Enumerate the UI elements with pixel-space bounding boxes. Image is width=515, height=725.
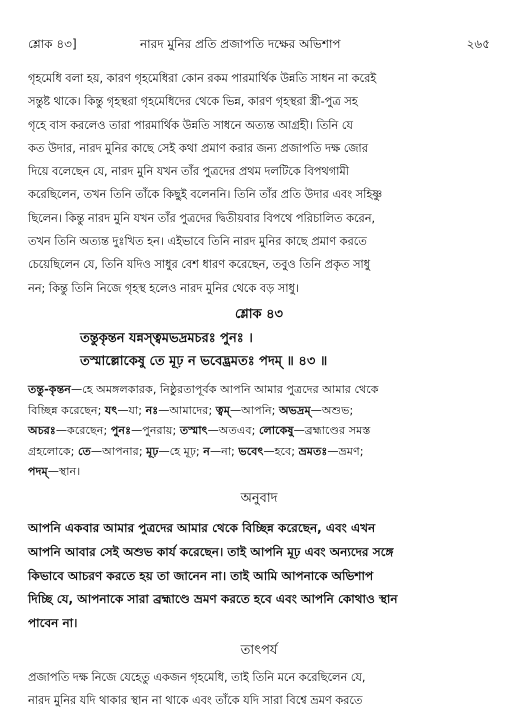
synonym-meaning: গ্রহলোকে; (28, 444, 78, 458)
synonym-meaning: —হে অমঙ্গলকারক, নিষ্ঠুরতাপূর্বক আপনি আমার পুত্রদের আমার থেকে (70, 383, 379, 396)
synonym-line (28, 380, 490, 401)
verse-line-2: তস্মাল্লোকেষু তে মূঢ় ন ভবেদ্ভ্রমতঃ পদম্ ॥ ৪৩ ॥ (80, 354, 328, 369)
synonym-meaning: —হবে; (263, 444, 299, 458)
synonym-meaning: —অতএব; (207, 424, 259, 437)
synonym-meaning: —করেছেন; (55, 424, 111, 437)
intro-paragraph (28, 67, 490, 300)
translation-text (28, 517, 490, 636)
synonym-word: ভবেৎ (238, 444, 264, 458)
synonym-line (28, 442, 490, 463)
synonym-word: তস্মাৎ (179, 424, 208, 437)
synonym-word: মূঢ় (146, 444, 159, 458)
synonym-meaning: —আপনার; (90, 444, 147, 458)
page-header (28, 34, 490, 54)
synonym-meaning: —যা; (117, 403, 146, 417)
intro-line: সন্তুষ্ট থাকে। কিন্তু গৃহস্থরা গৃহমেধিদের থেকে ভিন্ন, কারণ গৃহস্থরা স্ত্রী-পুত্র সহ (28, 95, 358, 109)
purport-line: নারদ মুনির যদি থাকার স্থান না থাকে এবং তাঁকে যদি সারা বিশ্বে ভ্রমণ করতে (28, 694, 363, 708)
synonym-line (28, 462, 490, 483)
page-number: ২৬৫ (466, 37, 490, 51)
translation-line: আপনি একবার আমার পুত্রদের আমার থেকে বিচ্ছিন্ন করেছেন, এবং এখন (28, 521, 376, 535)
synonym-word: নঃ (145, 403, 159, 417)
synonym-word: অভদ্রম্ (278, 403, 311, 417)
synonym-meaning: —ব্রহ্মাণ্ডের সমস্ত (293, 424, 371, 437)
translation-line: পাবেন না। (28, 616, 78, 631)
intro-line: করেছিলেন, তখন তিনি তাঁকে কিছুই বলেননি। তিনি তাঁর প্রতি উদার এবং সহিষ্ণু (28, 188, 383, 202)
purport-title: তাৎপর্য (240, 643, 278, 658)
synonym-meaning: —অশুভ; (310, 403, 354, 417)
verse-line-1: তন্তুকৃন্তন যন্নস্ত্বমভদ্রমচরঃ পুনঃ । (80, 331, 253, 346)
intro-line: কত উদার, নারদ মুনির কাছে সেই কথা প্রমাণ করার জন্য প্রজাপতি দক্ষ জোর (28, 141, 368, 155)
synonym-meaning: বিচ্ছিন্ন করেছেন; (28, 403, 105, 417)
synonym-word: পুনঃ (110, 424, 132, 437)
sanskrit-verse (80, 327, 327, 373)
synonym-meaning: —আপনি; (229, 403, 279, 417)
intro-line: চেয়েছিলেন যে, তিনি যদিও সাধুর বেশ ধারণ করেছেন, তবুও তিনি প্রকৃত সাধু (28, 258, 371, 272)
synonym-line (28, 421, 490, 442)
synonyms-block (28, 380, 490, 483)
intro-line: দিয়ে বলেছেন যে, নারদ মুনি যখন তাঁর পুত্রদের প্রথম দলটিকে বিপথগামী (28, 165, 349, 179)
synonym-meaning: —আমাদের; (158, 403, 216, 417)
synonym-word: ত্বম্ (215, 403, 230, 417)
synonym-meaning: —পুনরায়; (131, 424, 180, 437)
purport-paragraph (28, 666, 490, 713)
synonym-word: তন্তু-কৃন্তন (28, 383, 71, 396)
synonym-meaning: —ভ্রমণ; (327, 444, 364, 458)
intro-line: তখন তিনি অত্যন্ত দুঃখিত হন। এইভাবে তিনি নারদ মুনির কাছে প্রমাণ করতে (28, 235, 367, 249)
synonym-word: লোকেষু (258, 424, 294, 437)
synonym-word: যৎ (104, 403, 118, 417)
translation-line: দিচ্ছি যে, আপনাকে সারা ব্রহ্মাণ্ডে ভ্রমণ করতে হবে এবং আপনি কোথাও স্থান (28, 592, 398, 607)
translation-line: কিভাবে আচরণ করতে হয় তা জানেন না। তাই আমি আপনাকে অভিশাপ (28, 568, 374, 583)
translation-title: অনুবাদ (240, 491, 278, 506)
synonym-word: তে (77, 444, 91, 458)
intro-line: গৃহমেধি বলা হয়, কারণ গৃহমেধিরা কোন রকম পারমার্থিক উন্নতি সাধন না করেই (28, 72, 377, 85)
synonym-meaning: —স্থান। (47, 465, 81, 478)
synonym-meaning: —না; (209, 444, 239, 458)
synonym-word: ন (203, 444, 210, 458)
intro-line: গৃহে বাস করলেও তারা পারমার্থিক উন্নতি সাধনে অত্যন্ত আগ্রহী। তিনি যে (28, 118, 353, 132)
header-verse-ref: শ্লোক ৪৩] (28, 37, 77, 51)
synonym-word: অচরঃ (28, 424, 56, 437)
verse-heading: শ্লোক ৪৩ (234, 307, 284, 322)
intro-line: ছিলেন। কিন্তু নারদ মুনি যখন তাঁর পুত্রদের দ্বিতীয়বার বিপথে পরিচালিত করেন, (28, 211, 376, 225)
intro-line: নন; কিন্তু তিনি নিজে গৃহস্থ হলেও নারদ মুনির থেকে বড় সাধু। (28, 281, 299, 295)
header-chapter-title: নারদ মুনির প্রতি প্রজাপতি দক্ষের অভিশাপ (140, 37, 341, 51)
synonym-word: ভ্রমতঃ (298, 444, 328, 458)
translation-line: আপনি আবার সেই অশুভ কার্য করেছেন। তাই আপনি মূঢ় এবং অন্যদের সঙ্গে (28, 544, 394, 559)
synonym-line (28, 401, 490, 422)
synonym-meaning: —হে মূঢ়; (158, 444, 204, 458)
purport-line: প্রজাপতি দক্ষ নিজে যেহেতু একজন গৃহমেধি, তাই তিনি মনে করেছিলেন যে, (28, 671, 366, 684)
synonym-word: পদম্ (28, 465, 48, 478)
